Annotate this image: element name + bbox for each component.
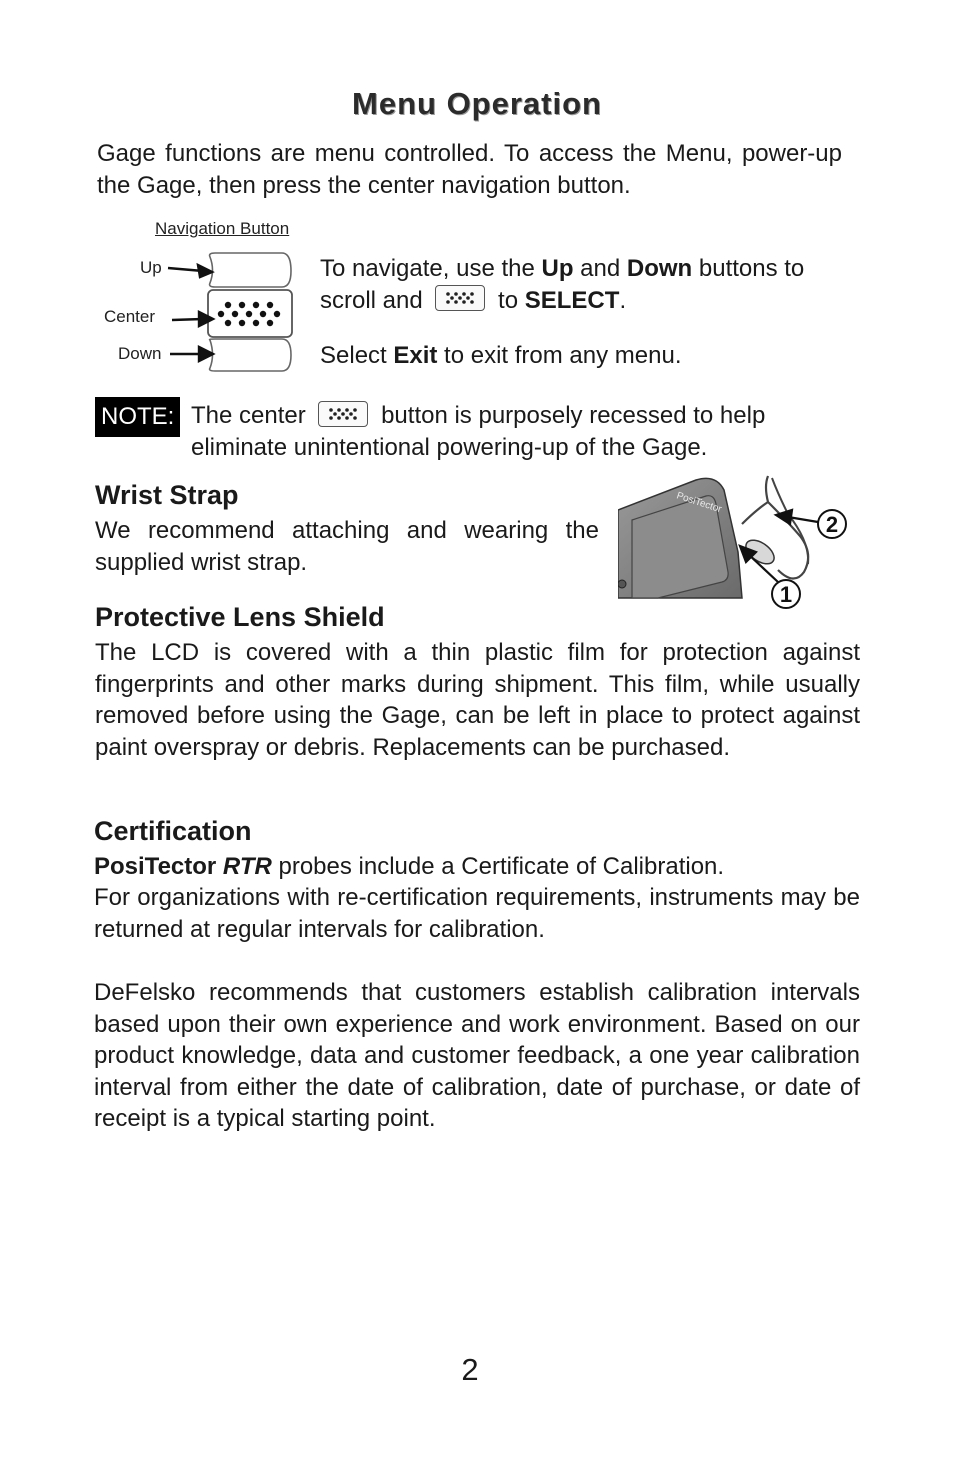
certification-para2: DeFelsko recommends that customers establish calibration intervals based upon their own experience and work environment. Based on our product knowledge, data and customer feedback, a one year calibration interval from either the date of calibration, date of purchase, or date of receipt is a typical starting point. — [94, 979, 860, 1132]
note-text: The center button is purposely recessed to help eliminate unintentional powering-up of the Gage. — [191, 402, 766, 461]
up-label: Up — [140, 258, 162, 277]
wrist-strap-illustration — [618, 472, 858, 612]
navigate-instructions: To navigate, use the Up and Down buttons to scroll and to SELECT. — [320, 255, 805, 314]
page-title: Menu Operation — [352, 86, 602, 121]
wrist-strap-text: We recommend attaching and wearing the supplied wrist strap. — [95, 517, 599, 576]
lens-shield-text: The LCD is covered with a thin plastic film for protection against fingerprints and other marks during shipment. This film, while usually removed before using the Gage, can be left in place to protect against paint overspray or debris. Replacements can be purchased. — [95, 639, 860, 761]
center-button-icon — [318, 401, 368, 427]
center-button-icon — [435, 285, 485, 311]
certification-para1: For organizations with re-certification requirements, instruments may be returned at regular intervals for calibration. — [94, 884, 860, 943]
button-pad-graphic — [100, 215, 315, 380]
callout-1: 1 — [779, 582, 793, 607]
page-number: 2 — [461, 1352, 479, 1387]
down-button-shape — [210, 339, 291, 371]
up-button-shape — [210, 253, 291, 287]
device-brand-label: PosiTector — [675, 490, 723, 516]
intro-paragraph: Gage functions are menu controlled. To access the Menu, power-up the Gage, then press the center navigation button. — [97, 140, 842, 199]
exit-instructions: Select Exit to exit from any menu. — [320, 342, 682, 369]
certification-heading: Certification — [94, 816, 252, 846]
lens-shield-heading: Protective Lens Shield — [95, 602, 385, 632]
callout-2: 2 — [825, 512, 839, 537]
navigation-button-diagram — [100, 215, 315, 380]
down-label: Down — [118, 344, 162, 363]
diagram-caption: Navigation Button — [155, 219, 290, 238]
center-label: Center — [104, 307, 156, 326]
wrist-strap-heading: Wrist Strap — [95, 480, 239, 510]
note-badge: NOTE: — [95, 397, 180, 437]
certification-line1: PosiTector RTR probes include a Certificate of Calibration. — [94, 853, 725, 880]
